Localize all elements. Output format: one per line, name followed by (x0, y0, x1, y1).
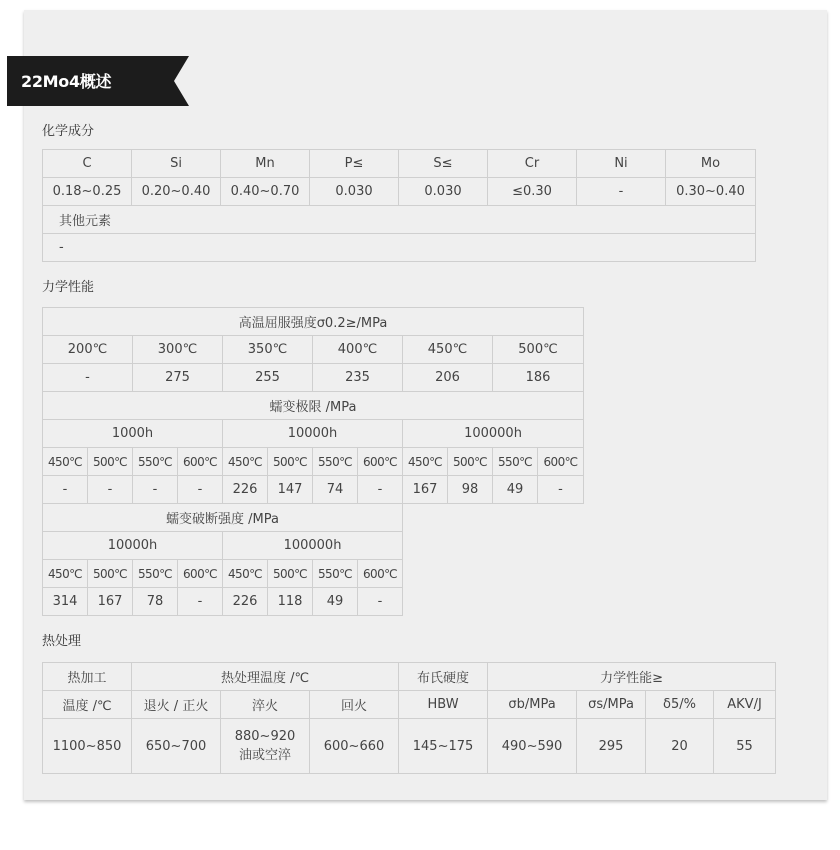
table-header: 温度 /℃ (43, 691, 132, 719)
table-row (43, 663, 776, 691)
table-header: 布氏硬度 (399, 663, 488, 691)
table-header: 400℃ (313, 336, 403, 364)
table-cell: 235 (313, 364, 403, 392)
table-header: 500℃ (88, 448, 133, 476)
table-header: 退火 / 正火 (132, 691, 221, 719)
table-cell: 55 (714, 719, 776, 774)
table-cell: 0.40~0.70 (221, 178, 310, 206)
table-cell: 118 (268, 588, 313, 616)
page-title: 22Mo4概述 (21, 72, 112, 91)
table-row (43, 392, 584, 420)
table-cell: - (178, 588, 223, 616)
table-cell: 49 (493, 476, 538, 504)
table-cell: - (43, 476, 88, 504)
table-cell: 275 (133, 364, 223, 392)
table-header: 600℃ (178, 448, 223, 476)
table-row (43, 364, 584, 392)
table-header: Mo (666, 150, 756, 178)
table-header: 600℃ (538, 448, 584, 476)
table-header: 500℃ (493, 336, 584, 364)
table-header: Mn (221, 150, 310, 178)
chem-section-label: 化学成分 (42, 124, 95, 139)
table-cell: 490~590 (488, 719, 577, 774)
table-cell: 0.030 (399, 178, 488, 206)
table-header: 200℃ (43, 336, 133, 364)
table-header: 500℃ (268, 448, 313, 476)
table-header: 450℃ (403, 448, 448, 476)
table-header: 550℃ (133, 448, 178, 476)
table-cell: 295 (577, 719, 646, 774)
yield-strength-title: 高温屈服强度σ0.2≥/MPa (43, 308, 584, 336)
other-elements-value: - (43, 234, 756, 262)
table-header: 回火 (310, 691, 399, 719)
table-header: AKV/J (714, 691, 776, 719)
table-header: 10000h (223, 420, 403, 448)
table-cell: 226 (223, 476, 268, 504)
table-cell: 98 (448, 476, 493, 504)
table-header: 500℃ (268, 560, 313, 588)
table-header: C (43, 150, 132, 178)
table-row (43, 448, 584, 476)
mechanical-properties-table (42, 307, 584, 616)
table-cell: - (43, 364, 133, 392)
table-cell: - (133, 476, 178, 504)
table-header: S≤ (399, 150, 488, 178)
table-row (43, 178, 756, 206)
table-header: 550℃ (313, 560, 358, 588)
table-cell: 167 (88, 588, 133, 616)
table-cell (221, 719, 310, 774)
table-header: Si (132, 150, 221, 178)
table-cell: 650~700 (132, 719, 221, 774)
table-cell: 1100~850 (43, 719, 132, 774)
table-header: Cr (488, 150, 577, 178)
table-cell: 600~660 (310, 719, 399, 774)
table-cell: 0.18~0.25 (43, 178, 132, 206)
table-cell: 186 (493, 364, 584, 392)
table-row (43, 308, 584, 336)
table-header: σs/MPa (577, 691, 646, 719)
table-row (43, 420, 584, 448)
section-title-bar (7, 56, 189, 106)
table-header: 600℃ (178, 560, 223, 588)
table-cell: 78 (133, 588, 178, 616)
table-row (43, 234, 756, 262)
table-header: 10000h (43, 532, 223, 560)
table-header: 600℃ (358, 448, 403, 476)
table-cell: - (358, 588, 403, 616)
table-row (43, 150, 756, 178)
creep-limit-title: 蠕变极限 /MPa (43, 392, 584, 420)
table-row (43, 476, 584, 504)
table-header: 450℃ (223, 560, 268, 588)
table-cell: 0.20~0.40 (132, 178, 221, 206)
quench-medium: 油或空淬 (238, 748, 291, 763)
mech-section-label: 力学性能 (42, 280, 95, 295)
table-row (43, 504, 584, 532)
table-cell: - (577, 178, 666, 206)
table-cell: 314 (43, 588, 88, 616)
table-header: 450℃ (43, 560, 88, 588)
table-header: 热加工 (43, 663, 132, 691)
table-header: 淬火 (221, 691, 310, 719)
table-header: Ni (577, 150, 666, 178)
table-header: HBW (399, 691, 488, 719)
table-cell: 226 (223, 588, 268, 616)
table-cell: 0.030 (310, 178, 399, 206)
table-header: 350℃ (223, 336, 313, 364)
table-header: 力学性能≥ (488, 663, 776, 691)
table-cell: 147 (268, 476, 313, 504)
table-header: 450℃ (43, 448, 88, 476)
table-header: 500℃ (88, 560, 133, 588)
heat-treatment-table (42, 662, 776, 774)
table-header: 500℃ (448, 448, 493, 476)
table-header: δ5/% (646, 691, 714, 719)
table-row (43, 336, 584, 364)
table-header: 300℃ (133, 336, 223, 364)
table-cell: - (538, 476, 584, 504)
table-cell: 167 (403, 476, 448, 504)
table-cell: 0.30~0.40 (666, 178, 756, 206)
table-cell: - (358, 476, 403, 504)
table-header: 1000h (43, 420, 223, 448)
table-cell: 49 (313, 588, 358, 616)
table-cell: 206 (403, 364, 493, 392)
table-cell: ≤0.30 (488, 178, 577, 206)
rupture-strength-title: 蠕变破断强度 /MPa (43, 504, 403, 532)
table-header: 550℃ (133, 560, 178, 588)
table-empty-area (403, 504, 584, 616)
table-header: 550℃ (493, 448, 538, 476)
quench-temp: 880~920 (234, 729, 296, 744)
table-cell: 145~175 (399, 719, 488, 774)
table-header: 热处理温度 /℃ (132, 663, 399, 691)
table-header: 100000h (223, 532, 403, 560)
table-cell: 255 (223, 364, 313, 392)
chemical-composition-table (42, 149, 756, 262)
table-header: 550℃ (313, 448, 358, 476)
table-header: σb/MPa (488, 691, 577, 719)
table-row (43, 719, 776, 774)
table-cell: 20 (646, 719, 714, 774)
table-cell: 74 (313, 476, 358, 504)
table-row (43, 691, 776, 719)
table-row (43, 206, 756, 234)
table-cell: - (178, 476, 223, 504)
other-elements-label: 其他元素 (43, 206, 756, 234)
table-header: 100000h (403, 420, 584, 448)
heat-section-label: 热处理 (42, 634, 82, 649)
table-header: 450℃ (403, 336, 493, 364)
table-cell: - (88, 476, 133, 504)
table-header: 600℃ (358, 560, 403, 588)
table-header: 450℃ (223, 448, 268, 476)
table-header: P≤ (310, 150, 399, 178)
